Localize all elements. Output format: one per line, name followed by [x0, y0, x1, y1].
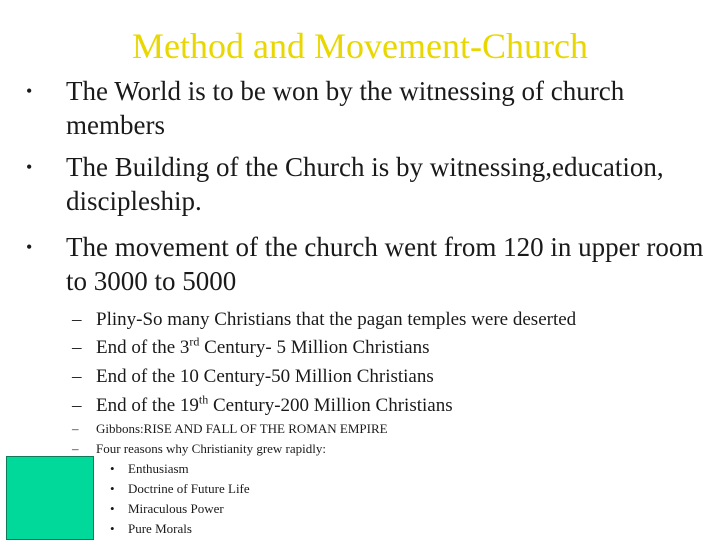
- bullet-marker: •: [26, 237, 33, 257]
- slide-title: Method and Movement-Church: [132, 26, 588, 66]
- bullet-marker: •: [110, 481, 115, 496]
- sub-item-text-rest: Century- 5 Million Christians: [199, 337, 430, 358]
- reason-text: Miraculous Power: [128, 501, 224, 516]
- bullet-marker: •: [110, 521, 115, 536]
- small-item-text: Four reasons why Christianity grew rapidly:: [96, 441, 326, 456]
- bullet-marker: •: [110, 461, 115, 476]
- sub-item-text: Pliny-So many Christians that the pagan temples were deserted: [96, 309, 577, 330]
- dash-marker: –: [72, 337, 82, 358]
- sub-item-text: End of the 10 Century-50 Million Christians: [96, 366, 434, 387]
- dash-marker: –: [72, 421, 79, 436]
- dash-marker: –: [72, 441, 79, 456]
- bullet-text: The World is to be won by the witnessing of church members: [66, 76, 625, 140]
- small-item-text: Gibbons:RISE AND FALL OF THE ROMAN EMPIRE: [96, 421, 388, 436]
- bullet-text: The movement of the church went from 120 in upper room to 3000 to 5000: [66, 232, 704, 296]
- sub-item-text-main: End of the 19: [96, 395, 199, 416]
- ordinal-suffix: th: [198, 392, 209, 407]
- reason-text: Doctrine of Future Life: [128, 481, 250, 496]
- sub-item-text: [96, 394, 453, 418]
- bullet-marker: •: [110, 501, 115, 516]
- sub-item-text-main: End of the 3: [96, 337, 190, 358]
- bullet-marker: •: [26, 81, 33, 101]
- dash-marker: –: [72, 309, 82, 330]
- ordinal-suffix: rd: [189, 334, 200, 349]
- dash-marker: –: [72, 366, 82, 387]
- green-rectangle: [6, 456, 94, 540]
- bullet-marker: •: [26, 157, 33, 177]
- sub-item-text: [96, 336, 430, 360]
- dash-marker: –: [72, 395, 82, 416]
- reason-text: Enthusiasm: [128, 461, 189, 476]
- bullet-text: The Building of the Church is by witnessing,education, discipleship.: [66, 152, 664, 216]
- sub-item-text-rest: Century-200 Million Christians: [208, 395, 453, 416]
- reason-text: Pure Morals: [128, 521, 192, 536]
